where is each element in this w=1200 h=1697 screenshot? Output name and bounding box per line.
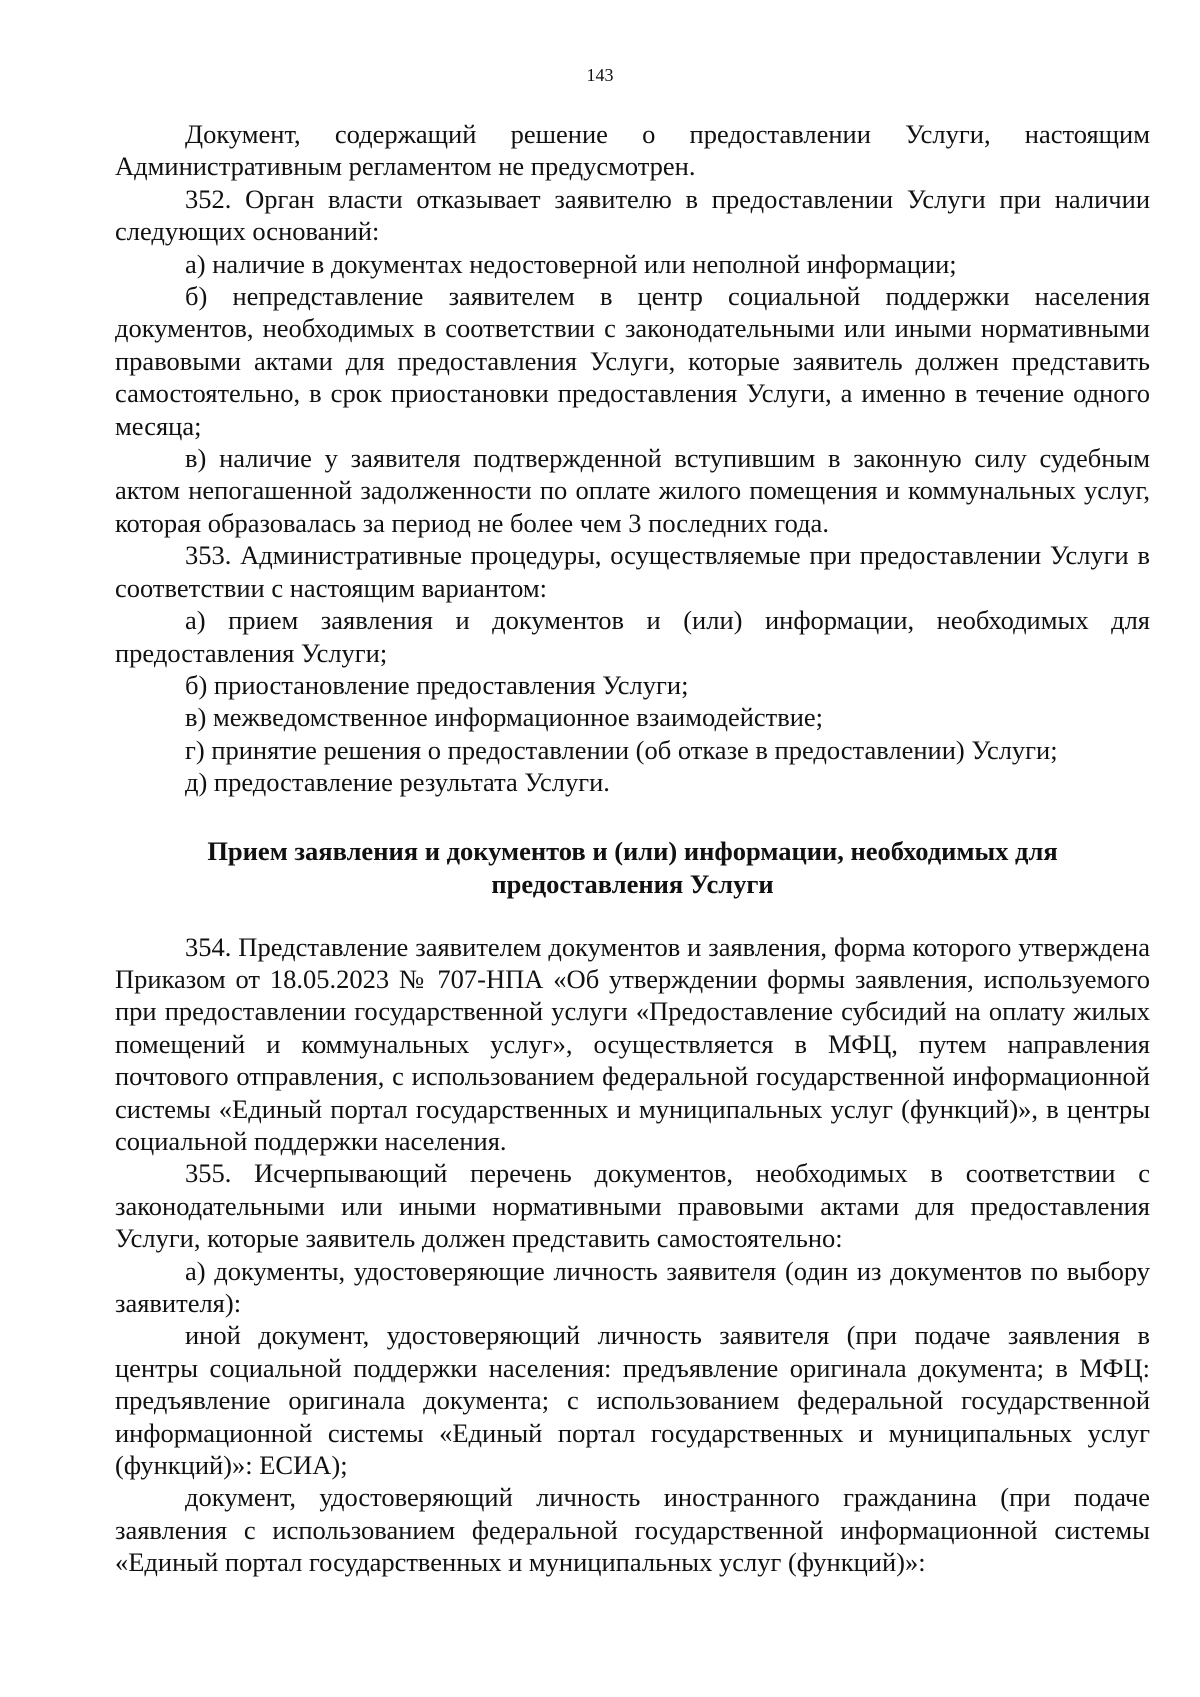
list-item-353-d: д) предоставление результата Услуги.	[185, 767, 610, 798]
page-number: 143	[586, 65, 614, 85]
paragraph-no-decision-document: Документ, содержащий решение о предоставлении Услуги, настоящим Административным регламентом не предусмотрен.	[115, 119, 1150, 182]
paragraph-352: 352. Орган власти отказывает заявителю в предоставлении Услуги при наличии следующих оснований:	[115, 183, 1150, 247]
paragraph-other-id-document: иной документ, удостоверяющий личность заявителя (при подаче заявления в центры социальной поддержки населения: предъявление оригинала документа; в МФЦ: предъявление оригинала документа; с использованием федеральной государственной информационной системы «Единый портал государственных и муниципальных услуг (функций)»: ЕСИА);	[115, 1320, 1150, 1481]
document-body	[115, 118, 1150, 1579]
section-heading: Прием заявления и документов и (или) информации, необходимых для предоставления Услуги	[207, 835, 1058, 899]
paragraph-355: 355. Исчерпывающий перечень документов, необходимых в соответствии с законодательными или иными нормативными правовыми актами для предоставления Услуги, которые заявитель должен представить самостоятельно:	[115, 1158, 1150, 1254]
list-item-353-g: г) принятие решения о предоставлении (об отказе в предоставлении) Услуги;	[185, 734, 1058, 765]
list-item-353-b: б) приостановление предоставления Услуги;	[185, 669, 689, 700]
paragraph-353: 353. Административные процедуры, осуществляемые при предоставлении Услуги в соответствии с настоящим вариантом:	[115, 540, 1150, 603]
paragraph-foreign-id-document: документ, удостоверяющий личность иностранного гражданина (при подаче заявления с использованием федеральной государственной информационной системы «Единый портал государственных и муниципальных услуг (функций)»:	[115, 1482, 1150, 1578]
list-item-352-b: б) непредставление заявителем в центр социальной поддержки населения документов, необходимых в соответствии с законодательными или иными нормативными правовыми актами для предоставления Услуги, которые заявитель должен представить самостоятельно, в срок приостановки предоставления Услуги, а именно в течение одного месяца;	[115, 281, 1150, 441]
paragraph-354: 354. Представление заявителем документов и заявления, форма которого утверждена Приказом от 18.05.2023 № 707-НПА «Об утверждении формы заявления, используемого при предоставлении государственной услуги «Предоставление субсидий на оплату жилых помещений и коммунальных услуг», осуществляется в МФЦ, путем направления почтового отправления, с использованием федеральной государственной информационной системы «Единый портал государственных и муниципальных услуг (функций)», в центры социальной поддержки населения.	[115, 931, 1150, 1156]
list-item-353-a: а) прием заявления и документов и (или) информации, необходимых для предоставления Услуги;	[115, 605, 1150, 668]
list-item-355-a: а) документы, удостоверяющие личность заявителя (один из документов по выбору заявителя):	[115, 1255, 1150, 1318]
list-item-352-v: в) наличие у заявителя подтвержденной вступившим в законную силу судебным актом непогашенной задолженности по оплате жилого помещения и коммунальных услуг, которая образовалась за период не более чем 3 последних года.	[115, 443, 1150, 538]
list-item-352-a: а) наличие в документах недостоверной или неполной информации;	[185, 248, 957, 279]
list-item-353-v: в) межведомственное информационное взаимодействие;	[185, 702, 824, 733]
